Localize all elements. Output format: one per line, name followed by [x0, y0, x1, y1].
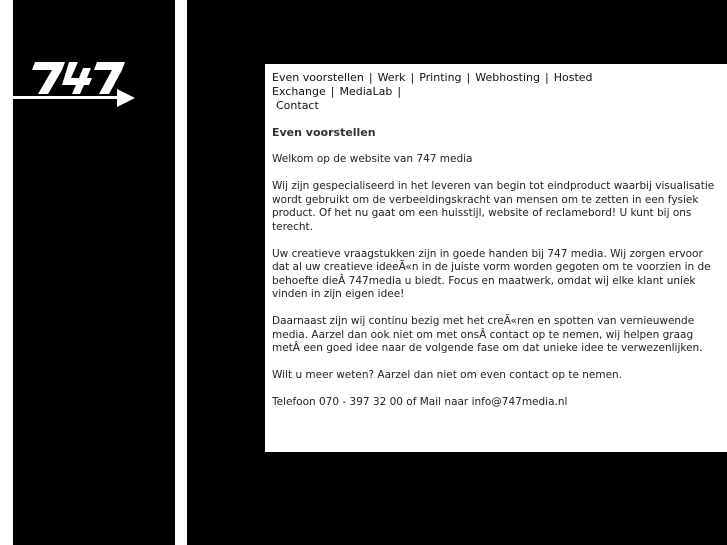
nav-medialab[interactable]: MediaLab: [339, 85, 393, 98]
paragraph-welcome: Welkom op de website van 747 media: [272, 153, 473, 165]
nav-separator: |: [330, 85, 335, 98]
content-panel: [265, 64, 727, 452]
nav-hosted-exchange[interactable]: Hosted Exchange: [272, 71, 593, 98]
top-navigation: [272, 71, 720, 113]
nav-separator: |: [368, 71, 373, 84]
nav-werk[interactable]: Werk: [377, 71, 406, 84]
nav-separator: |: [545, 71, 549, 84]
page-title: Even voorstellen: [272, 126, 376, 139]
logo-747[interactable]: [13, 58, 135, 110]
nav-contact[interactable]: Contact: [276, 99, 319, 112]
nav-even-voorstellen[interactable]: Even voorstellen: [272, 71, 364, 84]
page-body: [272, 126, 722, 423]
paragraph-contact-prompt: Wilt u meer weten? Aarzel dan niet om even contact op te nemen.: [272, 369, 623, 381]
nav-separator: |: [410, 71, 415, 84]
paragraph-creative: Uw creatieve vraagstukken zijn in goede handen bij 747 media. Wij zorgen ervoor dat al uw creatieve ideeÃ«n in de juiste vorm worden gegoten om te voorzien in de behoefte dieÂ 747media u biedt. Focus en maatwerk, omdat wij elke klant uniek vinden in zijn eigen idee!: [272, 247, 711, 300]
paragraph-specialisation: Wij zijn gespecialiseerd in het leveren van begin tot eindproduct waarbij visualisatie wordt gebruikt om de verbeeldingskracht van mensen om te zetten in een fysiek product. Of het nu gaat om een huisstijl, website of reclamebord! U kunt bij ons terecht.: [272, 180, 715, 233]
nav-separator: |: [397, 85, 402, 98]
nav-separator: |: [466, 71, 471, 84]
nav-webhosting[interactable]: Webhosting: [475, 71, 540, 84]
left-column: [13, 0, 175, 545]
paragraph-innovation: Daarnaast zijn wij continu bezig met het creÃ«ren en spotten van vernieuwende media. Aarzel dan ook niet om met onsÂ contact op te nemen, wij helpen graag metÂ een goed idee naar de volgende fase om dat unieke idee te verwezenlijken.: [272, 315, 703, 354]
nav-printing[interactable]: Printing: [419, 71, 462, 84]
paragraph-contact-details[interactable]: Telefoon 070 - 397 32 00 of Mail naar info@747media.nl: [272, 396, 568, 408]
